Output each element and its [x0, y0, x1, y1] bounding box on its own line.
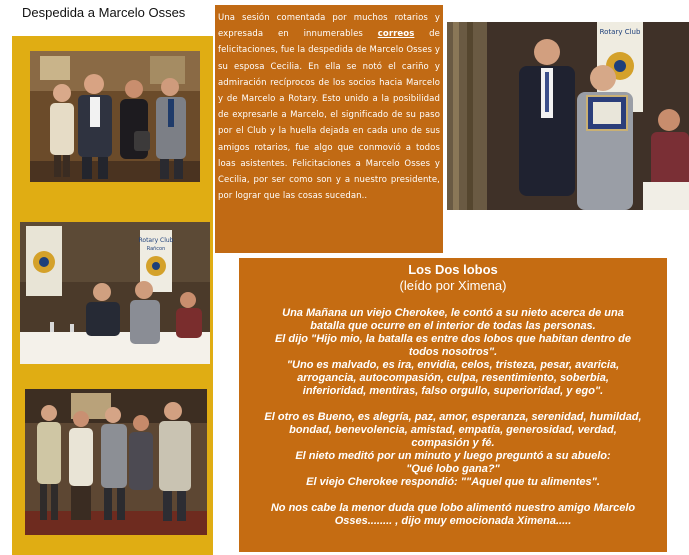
group-photo-four-people[interactable]	[30, 51, 200, 182]
poem-line: El dijo "Hijo mio, la batalla es entre dos lobos que habitan dentro de	[274, 333, 632, 345]
poem-line: arrogancia, autocompasión, culpa, resentimiento, soberbia,	[297, 372, 609, 384]
poem-line: todos nosotros".	[408, 346, 498, 358]
banner-rotary-club-label: Rotary Club	[138, 237, 174, 244]
poem-box	[239, 258, 667, 552]
page-title: Despedida a Marcelo Osses	[22, 5, 186, 20]
award-banner-label: Rotary Club	[599, 28, 641, 36]
paragraph-gap	[245, 398, 661, 411]
poem-line: El otro es Bueno, es alegría, paz, amor, esperanza, serenidad, humildad,	[264, 411, 642, 423]
poem-line: El nieto meditó por un minuto y luego preguntó a su abuelo:	[295, 450, 611, 462]
article-text-start: Una sesión comentada por muchos rotarios y expresada en innumerables	[218, 13, 440, 40]
poem-line: bondad, benevolencia, amistad, empatía, generosidad, verdad,	[289, 424, 617, 436]
article-box	[215, 5, 443, 253]
article-text	[218, 10, 440, 204]
group-photo-five-people[interactable]	[25, 389, 207, 535]
poem-line: compasión y fé.	[411, 437, 495, 449]
poem-line: Una Mañana un viejo Cherokee, le contó a su nieto acerca de una	[282, 307, 624, 319]
poem-line: El viejo Cherokee respondió: ""Aquel que tu alimentes".	[306, 476, 600, 488]
award-photo[interactable]	[447, 22, 689, 210]
poem-line: batalla que ocurre en el interior de todas las personas.	[310, 320, 596, 332]
club-meeting-photo[interactable]	[20, 222, 210, 364]
paragraph-gap	[245, 489, 661, 502]
poem-body	[245, 307, 661, 528]
poem-subtitle: (leído por Ximena)	[399, 278, 507, 293]
poem-line: Osses........ , dijo muy emocionada Ximena.....	[334, 515, 572, 527]
poem-line: "Uno es malvado, es ira, envidia, celos, tristeza, pesar, avaricia,	[286, 359, 620, 371]
article-text-end: de felicitaciones, fue la despedida de Marcelo Osses y su esposa Cecilia. En ella se notó el cariño y admiración recíprocos de los socios hacia Marcelo y de Marcelo a Rotary. Esto unido a la posibilidad de expresarle a Marcelo, el significado de su paso por el Club y la huella dejada en cada uno de sus amigos rotarios, fue algo que conmovió a todos loas asistentes. Felicitaciones a Marcelo Osses y Cecilia, por ser como son y a nuestro presidente, por lograr que las cosas sucedan..	[218, 29, 440, 202]
poem-line: "Qué lobo gana?"	[406, 463, 500, 475]
photo-column	[12, 36, 213, 555]
poem-line: inferioridad, mentiras, falso orgullo, superioridad, y ego".	[302, 385, 604, 397]
poem-title: Los Dos lobos	[408, 262, 498, 277]
correos-link[interactable]: correos	[377, 29, 415, 40]
banner-city-label: Rañcon	[146, 246, 166, 252]
poem-line: No nos cabe la menor duda que lobo alimentó nuestro amigo Marcelo	[270, 502, 636, 514]
